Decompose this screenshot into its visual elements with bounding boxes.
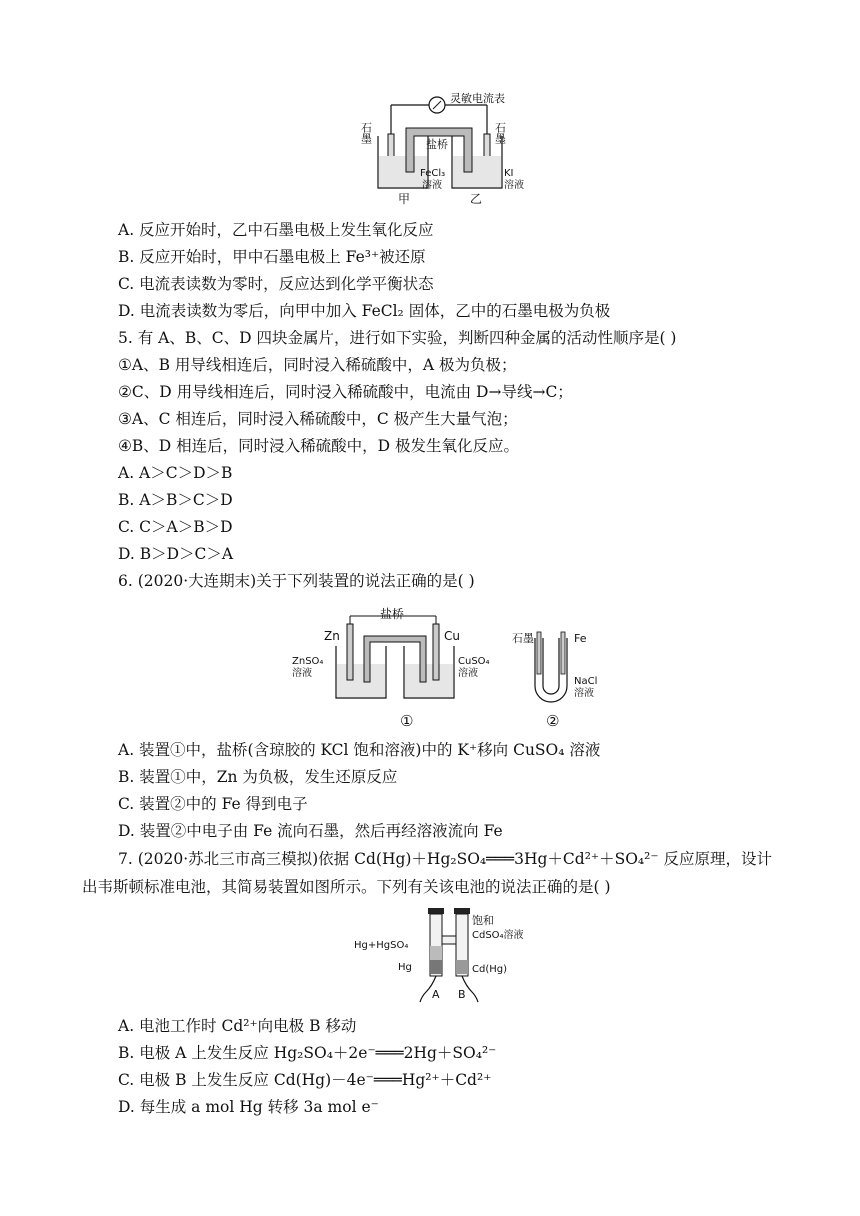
svg-text:Hg: Hg xyxy=(398,962,412,973)
svg-text:Fe: Fe xyxy=(574,632,587,645)
svg-text:FeCl₃: FeCl₃ xyxy=(420,168,446,179)
svg-text:Zn: Zn xyxy=(324,629,340,643)
q7-option-a: A. 电池工作时 Cd²⁺向电极 B 移动 xyxy=(118,1017,357,1035)
svg-text:饱和: 饱和 xyxy=(472,914,494,927)
svg-text:石墨: 石墨 xyxy=(360,122,373,144)
q4-option-a: A. 反应开始时，乙中石墨电极上发生氧化反应 xyxy=(118,221,434,239)
q5-stem: 5. 有 A、B、C、D 四块金属片，进行如下实验，判断四种金属的活动性顺序是( ) xyxy=(118,329,677,347)
svg-text:A: A xyxy=(432,988,440,1001)
q4-option-d: D. 电流表读数为零后，向甲中加入 FeCl₂ 固体，乙中的石墨电极为负极 xyxy=(118,302,611,320)
q5-option-b: B. A＞B＞C＞D xyxy=(118,491,233,509)
svg-text:甲: 甲 xyxy=(398,192,411,206)
svg-text:CuSO₄: CuSO₄ xyxy=(458,656,490,667)
figure-weston-cell xyxy=(350,906,550,1006)
q5-statement-3: ③A、C 相连后，同时浸入稀硫酸中，C 极产生大量气泡； xyxy=(118,410,518,428)
svg-text:②: ② xyxy=(546,712,560,730)
svg-text:Hg+HgSO₄: Hg+HgSO₄ xyxy=(354,940,409,951)
svg-text:Cd(Hg): Cd(Hg) xyxy=(472,964,507,975)
svg-text:石墨: 石墨 xyxy=(512,632,534,645)
svg-text:溶液: 溶液 xyxy=(422,180,442,191)
q6-option-d: D. 装置②中电子由 Fe 流向石墨，然后再经溶液流向 Fe xyxy=(118,822,503,840)
figure-devices-1-2 xyxy=(290,602,620,734)
svg-text:溶液: 溶液 xyxy=(504,180,524,191)
q6-stem: 6. (2020·大连期末)关于下列装置的说法正确的是( ) xyxy=(118,572,475,590)
q5-option-a: A. A＞C＞D＞B xyxy=(118,464,233,482)
svg-text:ZnSO₄: ZnSO₄ xyxy=(292,656,324,667)
svg-text:B: B xyxy=(458,988,466,1001)
q5-statement-4: ④B、D 相连后，同时浸入稀硫酸中，D 极发生氧化反应。 xyxy=(118,437,519,455)
q7-option-d: D. 每生成 a mol Hg 转移 3a mol e⁻ xyxy=(118,1098,379,1116)
svg-text:盐桥: 盐桥 xyxy=(380,607,405,621)
q6-option-a: A. 装置①中，盐桥(含琼胶的 KCl 饱和溶液)中的 K⁺移向 CuSO₄ 溶液 xyxy=(118,741,601,759)
svg-text:KI: KI xyxy=(504,168,514,179)
q5-option-d: D. B＞D＞C＞A xyxy=(118,545,234,563)
q7-stem: 7. (2020·苏北三市高三模拟)依据 Cd(Hg)＋Hg₂SO₄═══3Hg＋Cd²⁺＋SO₄²⁻ 反应原理，设计出韦斯顿标准电池，其简易装置如图所示。下列有关该电池的说法正确的是( ) xyxy=(82,850,772,896)
svg-text:盐桥: 盐桥 xyxy=(426,138,448,151)
q6-option-c: C. 装置②中的 Fe 得到电子 xyxy=(118,795,308,813)
q7-option-b: B. 电极 A 上发生反应 Hg₂SO₄＋2e⁻═══2Hg＋SO₄²⁻ xyxy=(118,1044,497,1062)
svg-text:Cu: Cu xyxy=(444,629,460,643)
figure-fecl3-ki-cell xyxy=(360,88,540,206)
q5-statement-2: ②C、D 用导线相连后，同时浸入稀硫酸中，电流由 D→导线→C； xyxy=(118,383,573,401)
svg-text:溶液: 溶液 xyxy=(292,668,312,679)
svg-text:溶液: 溶液 xyxy=(458,668,478,679)
svg-text:CdSO₄溶液: CdSO₄溶液 xyxy=(472,930,524,941)
svg-text:石墨: 石墨 xyxy=(493,122,507,144)
q5-statement-1: ①A、B 用导线相连后，同时浸入稀硫酸中，A 极为负极； xyxy=(118,356,517,374)
q4-option-b: B. 反应开始时，甲中石墨电极上 Fe³⁺被还原 xyxy=(118,248,426,266)
svg-text:灵敏电流表: 灵敏电流表 xyxy=(450,92,505,105)
q7-option-c: C. 电极 B 上发生反应 Cd(Hg)－4e⁻═══Hg²⁺＋Cd²⁺ xyxy=(118,1071,492,1089)
svg-text:溶液: 溶液 xyxy=(574,688,594,699)
svg-text:①: ① xyxy=(400,712,414,730)
svg-text:NaCl: NaCl xyxy=(574,676,598,687)
q5-option-c: C. C＞A＞B＞D xyxy=(118,518,233,536)
q4-option-c: C. 电流表读数为零时，反应达到化学平衡状态 xyxy=(118,275,434,293)
svg-text:乙: 乙 xyxy=(470,192,483,206)
q6-option-b: B. 装置①中，Zn 为负极，发生还原反应 xyxy=(118,768,398,786)
